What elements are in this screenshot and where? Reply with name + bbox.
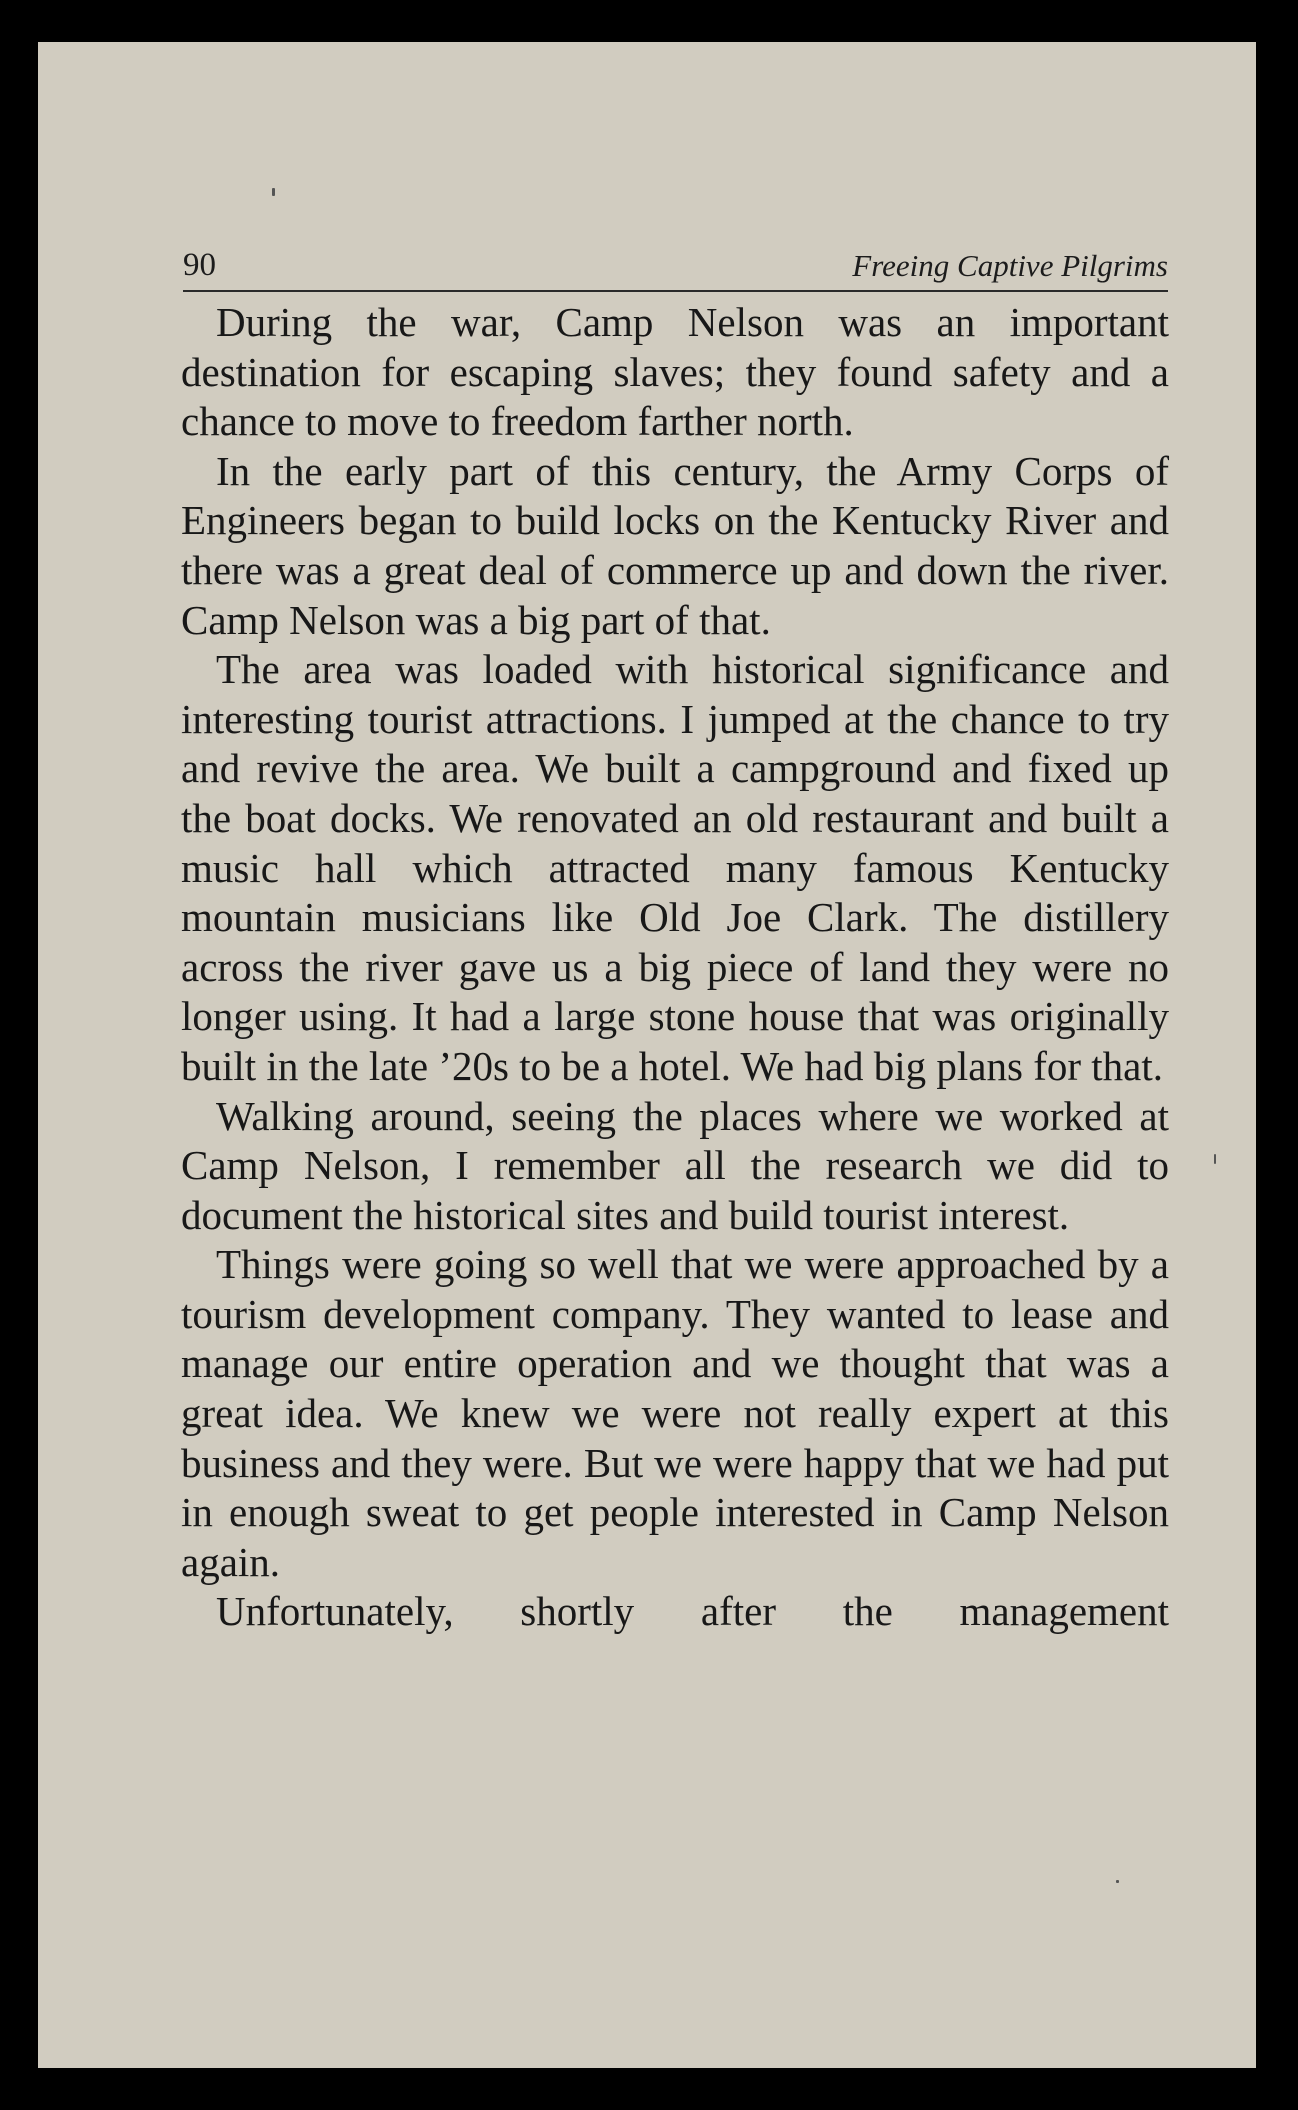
paragraph: The area was loaded with historical significance and interesting tourist attractions. I jumped at the chance to try and revive the area. We built a campground and fixed up the boat docks. We renovated an old restaurant and built a music hall which attracted many famous Kentucky mountain musicians like Old Joe Clark. The distillery across the river gave us a big piece of land they were no longer using. It had a large stone house that was originally built in the late ’20s to be a hotel. We had big plans for that. xyxy=(181,646,1169,1089)
paper-speck xyxy=(1116,1880,1119,1883)
body-text xyxy=(181,298,1169,1637)
paragraph: Things were going so well that we were approached by a tourism development company. They wanted to lease and manage our entire operation and we thought that was a great idea. We knew we were not really expert at this business and they were. But we were happy that we had put in enough sweat to get people interested in Camp Nelson again. xyxy=(181,1241,1169,1585)
paper-speck xyxy=(1214,1154,1216,1164)
paragraph: Walking around, seeing the places where we worked at Camp Nelson, I remember all the research we did to document the historical sites and build tourist interest. xyxy=(181,1092,1169,1238)
running-title: Freeing Captive Pilgrims xyxy=(852,248,1168,283)
paragraph: During the war, Camp Nelson was an important destination for escaping slaves; they found safety and a chance to move to freedom farther north. xyxy=(181,299,1169,445)
page-header xyxy=(183,234,1168,292)
paper-speck xyxy=(272,188,275,196)
page-number: 90 xyxy=(183,247,216,283)
book-page xyxy=(38,42,1256,2068)
paragraph: In the early part of this century, the Army Corps of Engineers began to build locks on the Kentucky River and there was a great deal of commerce up and down the river. Camp Nelson was a big part of that. xyxy=(181,447,1169,643)
paragraph: Unfortunately, shortly after the management xyxy=(216,1588,1169,1635)
